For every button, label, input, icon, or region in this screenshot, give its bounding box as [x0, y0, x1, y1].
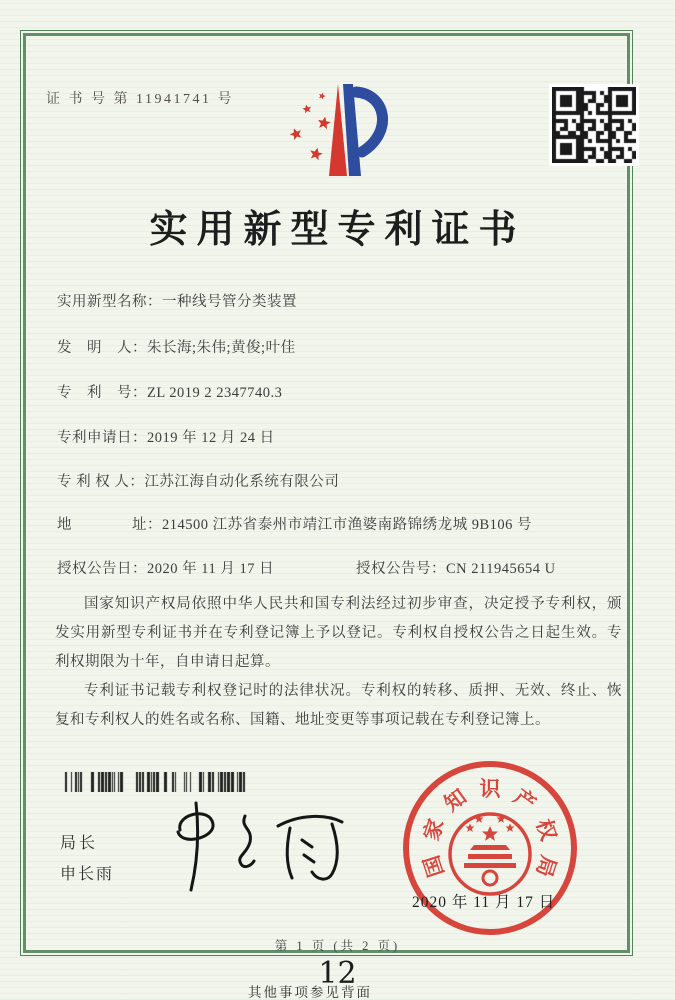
field-filing-date	[57, 426, 275, 447]
field-value: 江苏江海自动化系统有限公司	[144, 474, 340, 490]
field-patentee	[57, 470, 339, 491]
field-label: 授权公告号：	[356, 561, 446, 577]
logo-p-mark	[329, 84, 383, 176]
svg-text:局: 局	[531, 852, 561, 880]
logo-stars	[288, 92, 331, 161]
page-number: 第 1 页 (共 2 页)	[274, 939, 401, 953]
signer-name: 申长雨	[60, 866, 115, 883]
legal-paragraph-2: 专利证书记载专利权登记时的法律状况。专利权的转移、质押、无效、终止、恢复和专利权人的姓名或名称、国籍、地址变更等事项记载在专利登记簿上。	[55, 683, 622, 728]
field-value: 一种线号管分类装置	[162, 294, 297, 310]
field-label: 专利申请日：	[57, 430, 147, 446]
field-grant-number	[356, 557, 556, 578]
sheet-number: 12	[318, 956, 357, 991]
director-signature-icon	[150, 798, 360, 898]
field-value: 2020 年 11 月 17 日	[147, 561, 275, 577]
field-grant-date	[57, 557, 274, 578]
field-label: 授权公告日：	[57, 561, 147, 577]
footer-note: 其他事项参见背面	[248, 985, 372, 1000]
legal-text	[55, 590, 622, 735]
field-label: 专 利 号：	[57, 385, 147, 401]
field-utility-model-name	[57, 290, 297, 311]
field-value: CN 211945654 U	[446, 561, 556, 577]
qr-code	[549, 84, 639, 166]
svg-text:家: 家	[419, 816, 449, 844]
national-emblem-icon	[450, 814, 530, 894]
field-value: ZL 2019 2 2347740.3	[147, 385, 283, 401]
certificate-title: 实用新型专利证书	[149, 209, 526, 251]
svg-text:权: 权	[531, 816, 561, 844]
field-label: 实用新型名称：	[57, 294, 162, 310]
field-label: 发 明 人：	[57, 340, 147, 356]
svg-text:知: 知	[439, 784, 471, 817]
qr-code-canvas	[552, 87, 636, 163]
seal-date: 2020 年 11 月 17 日	[412, 894, 556, 911]
barcode-canvas	[55, 772, 251, 792]
field-value: 2019 年 12 月 24 日	[147, 430, 275, 446]
field-label: 地 址：	[57, 517, 162, 533]
cnipa-logo	[280, 76, 398, 184]
svg-text:产: 产	[509, 784, 541, 817]
cnipa-logo-graphic	[280, 76, 398, 184]
field-value: 朱长海;朱伟;黄俊;叶佳	[147, 340, 296, 356]
certificate-number: 证 书 号 第 11941741 号	[46, 92, 234, 107]
field-address	[57, 513, 532, 534]
signer-title: 局长	[60, 835, 99, 852]
barcode	[55, 772, 251, 792]
svg-text:国: 国	[419, 852, 449, 880]
field-label: 专 利 权 人：	[57, 474, 145, 490]
field-value: 214500 江苏省泰州市靖江市渔婆南路锦绣龙城 9B106 号	[162, 517, 533, 533]
svg-text:识: 识	[479, 777, 501, 801]
field-inventors	[57, 336, 296, 357]
legal-paragraph-1: 国家知识产权局依照中华人民共和国专利法经过初步审查，决定授予专利权，颁发实用新型专利证书并在专利登记簿上予以登记。专利权自授权公告之日起生效。专利权期限为十年，自申请日起算。	[55, 596, 622, 670]
field-patent-number	[57, 381, 282, 402]
